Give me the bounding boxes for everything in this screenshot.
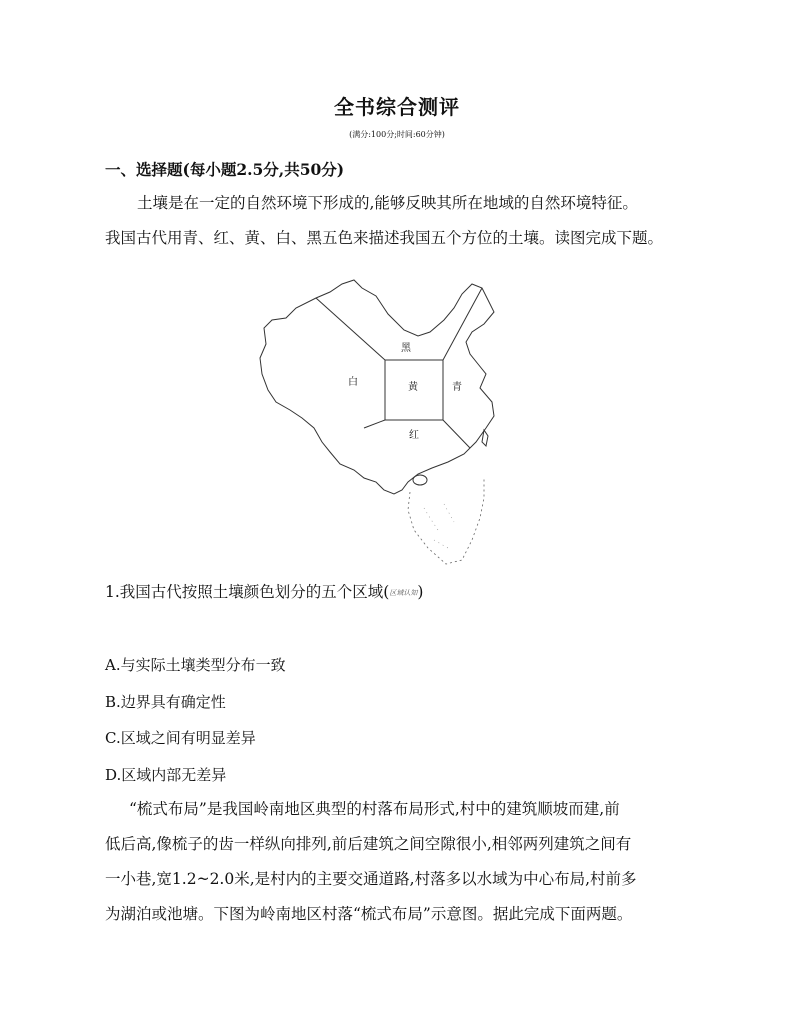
skill-tag: 区域认知 bbox=[389, 589, 418, 597]
option-d[interactable]: D.区域内部无差异 bbox=[105, 766, 227, 784]
question-text: 1.我国古代按照土壤颜色划分的五个区域( bbox=[105, 583, 390, 601]
passage-line: “梳式布局”是我国岭南地区典型的村落布局形式,村中的建筑顺坡而建,前 bbox=[129, 800, 620, 818]
divider-line bbox=[364, 420, 385, 428]
intro-paragraph bbox=[105, 186, 705, 256]
label-west: 白 bbox=[348, 377, 358, 388]
option-c[interactable]: C.区域之间有明显差异 bbox=[105, 729, 256, 747]
passage-line: 一小巷,宽1.2~2.0米,是村内的主要交通道路,村落多以水域为中心布局,村前多 bbox=[105, 870, 637, 888]
question-1 bbox=[105, 580, 423, 602]
question-close: ) bbox=[417, 583, 424, 601]
label-north: 黑 bbox=[401, 343, 411, 354]
hainan-island bbox=[413, 475, 427, 485]
divider-line bbox=[443, 288, 482, 360]
label-center: 黄 bbox=[408, 382, 418, 393]
score-time-note: (满分:100分;时间:60分钟) bbox=[349, 130, 445, 139]
divider-line bbox=[316, 298, 385, 360]
south-sea-boundary bbox=[424, 504, 454, 548]
china-soil-color-map bbox=[258, 278, 498, 570]
intro-line: 我国古代用青、红、黄、白、黑五色来描述我国五个方位的土壤。读图完成下题。 bbox=[105, 229, 664, 247]
option-b[interactable]: B.边界具有确定性 bbox=[105, 693, 226, 711]
page-title: 全书综合测评 bbox=[334, 95, 460, 119]
label-east: 青 bbox=[452, 382, 462, 393]
passage-line: 低后高,像梳子的齿一样纵向排列,前后建筑之间空隙很小,相邻两列建筑之间有 bbox=[105, 835, 632, 853]
south-sea-boundary bbox=[408, 478, 484, 564]
option-a[interactable]: A.与实际土壤类型分布一致 bbox=[105, 656, 286, 674]
section-heading: 一、选择题(每小题2.5分,共50分) bbox=[105, 160, 345, 179]
intro-line: 土壤是在一定的自然环境下形成的,能够反映其所在地域的自然环境特征。 bbox=[137, 194, 638, 212]
label-south: 红 bbox=[409, 430, 419, 441]
passage-line: 为湖泊或池塘。下图为岭南地区村落“梳式布局”示意图。据此完成下面两题。 bbox=[105, 905, 633, 923]
passage-2 bbox=[105, 792, 705, 932]
divider-line bbox=[443, 420, 470, 448]
